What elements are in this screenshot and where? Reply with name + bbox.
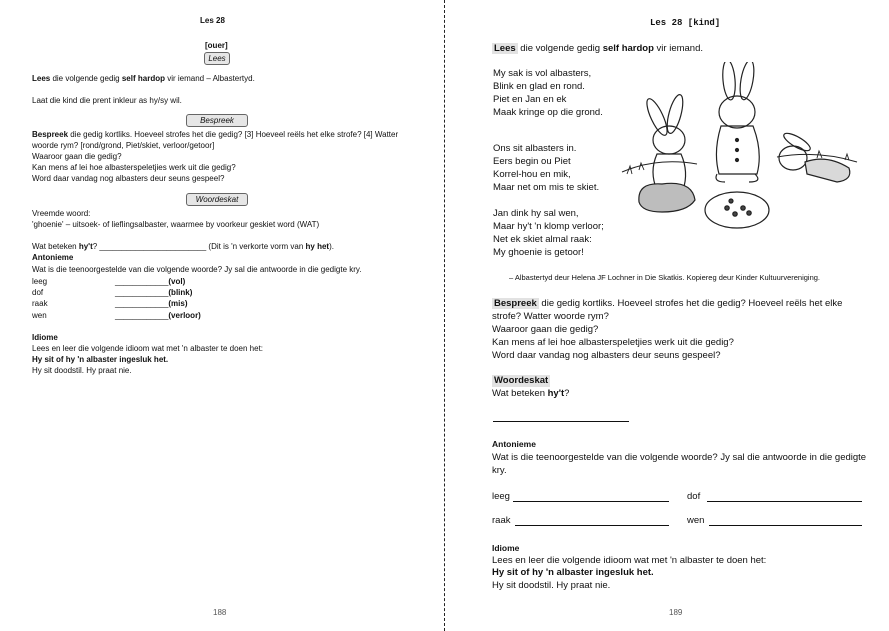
woordeskat-heading: Woordeskat: [494, 375, 549, 386]
antonym-row: ____________(mis): [115, 299, 188, 308]
right-page: [447, 0, 889, 631]
poem-line: My ghoenie is getoor!: [493, 247, 584, 258]
colour-instruction: Laat die kind die prent inkleur as hy/sy wil.: [32, 96, 182, 105]
antonym-word: leeg: [492, 491, 510, 502]
antonym-word: raak: [32, 299, 48, 308]
poem-line: Net ek skiet almal raak:: [493, 234, 592, 245]
page-title: Les 28: [200, 16, 225, 25]
antonym-word: dof: [687, 491, 701, 502]
lees-instruction: Lees die volgende gedig self hardop vir iemand.: [494, 43, 704, 54]
poem-line: Maar hy't 'n klomp verloor;: [493, 221, 604, 232]
bespreek-line-1: Bespreek die gedig kortliks. Hoeveel strofes het die gedig? [3] Hoeveel reëls het elke strofe? [4] Watter: [32, 130, 399, 139]
antonieme-instruction-1: Wat is die teenoorgestelde van die volgende woorde? Jy sal die antwoorde in die gedigte: [492, 452, 867, 463]
poem-line: Blink en glad en rond.: [493, 81, 585, 92]
antonym-row: ____________(blink): [115, 288, 193, 297]
poem-line: My sak is vol albasters,: [493, 68, 592, 79]
antonym-answer-line[interactable]: [513, 501, 669, 502]
poem-line: Piet en Jan en ek: [493, 94, 567, 105]
hyt-answer-line[interactable]: [493, 421, 629, 422]
antonym-word: wen: [687, 515, 705, 526]
bespreek-line-3: Waaroor gaan die gedig?: [492, 324, 599, 335]
rabbits-marbles-illustration: [617, 62, 867, 237]
audience-label: [ouer]: [205, 41, 228, 50]
bespreek-line-5: Word daar vandag nog albasters deur seuns gespeel?: [32, 174, 225, 183]
poem-line: Jan dink hy sal wen,: [493, 208, 579, 219]
idiome-instruction: Lees en leer die volgende idioom wat met 'n albaster te doen het:: [492, 555, 767, 566]
antonieme-instruction: Wat is die teenoorgestelde van die volgende woorde? Jy sal die antwoorde in die gedigte kry.: [32, 265, 362, 274]
antonym-word: wen: [32, 311, 47, 320]
poem-line: Maak kringe op die grond.: [493, 107, 603, 118]
antonym-row: ____________(verloor): [115, 311, 201, 320]
ghoenie-definition: 'ghoenie' – uitsoek- of lieflingsalbaster, waarmee by voorkeur geskiet word (WAT): [32, 220, 320, 229]
bespreek-heading-pill: Bespreek: [186, 114, 248, 127]
antonieme-heading: Antonieme: [492, 439, 536, 449]
bespreek-line-1: Bespreek die gedig kortliks. Hoeveel strofes het die gedig? Hoeveel reëls het elke: [494, 298, 843, 309]
poem-line: Eers begin ou Piet: [493, 156, 571, 167]
poem-line: Korrel-hou en mik,: [493, 169, 571, 180]
antonym-answer-line[interactable]: [515, 525, 669, 526]
page-title: Les 28 [kind]: [650, 18, 721, 28]
vreemde-woord-label: Vreemde woord:: [32, 209, 91, 218]
antonym-row: ____________(vol): [115, 277, 186, 286]
idiom-meaning: Hy sit doodstil. Hy praat nie.: [32, 366, 132, 375]
bespreek-line-2: woorde rym? [rond/grond, Piet/skiet, verloor/getoor]: [32, 141, 215, 150]
idiome-heading: Idiome: [492, 543, 520, 553]
poem-line: Maar net om mis te skiet.: [493, 182, 600, 193]
idiom-text: Hy sit of hy 'n albaster ingesluk het.: [492, 567, 654, 578]
antonym-answer-line[interactable]: [709, 525, 862, 526]
left-page: [0, 0, 444, 631]
page-divider: [444, 0, 445, 631]
bespreek-line-5: Word daar vandag nog albasters deur seuns gespeel?: [492, 350, 721, 361]
poem-credit: – Albastertyd deur Helena JF Lochner in Die Skatkis. Kopiereg deur Kinder Kultuurvereniging.: [509, 273, 821, 282]
page-number: 189: [669, 608, 683, 617]
hyt-question: Wat beteken hy't?: [492, 388, 570, 399]
bespreek-line-3: Waaroor gaan die gedig?: [32, 152, 122, 161]
idiome-heading: Idiome: [32, 333, 58, 342]
antonym-answer-line[interactable]: [707, 501, 862, 502]
lees-instruction: Lees die volgende gedig self hardop vir iemand – Albastertyd.: [32, 74, 255, 83]
antonieme-instruction-2: kry.: [492, 465, 507, 476]
hyt-question: Wat beteken hy't? ________________________ (Dit is 'n verkorte vorm van hy het).: [32, 242, 334, 251]
antonym-word: dof: [32, 288, 44, 297]
antonym-word: raak: [492, 515, 511, 526]
idiom-meaning: Hy sit doodstil. Hy praat nie.: [492, 580, 611, 591]
page-number: 188: [213, 608, 227, 617]
bespreek-line-4: Kan mens af lei hoe albasterspeletjies werk uit die gedig?: [32, 163, 236, 172]
antonym-word: leeg: [32, 277, 48, 286]
idiome-instruction: Lees en leer die volgende idioom wat met 'n albaster te doen het:: [32, 344, 264, 353]
idiom-text: Hy sit of hy 'n albaster ingesluk het.: [32, 355, 169, 364]
antonieme-heading: Antonieme: [32, 253, 74, 262]
bespreek-line-2: strofe? Watter woorde rym?: [492, 311, 609, 322]
woordeskat-heading-pill: Woordeskat: [186, 193, 248, 206]
lees-heading-pill: Lees: [204, 52, 230, 65]
bespreek-line-4: Kan mens af lei hoe albasterspeletjies werk uit die gedig?: [492, 337, 734, 348]
poem-line: Ons sit albasters in.: [493, 143, 577, 154]
